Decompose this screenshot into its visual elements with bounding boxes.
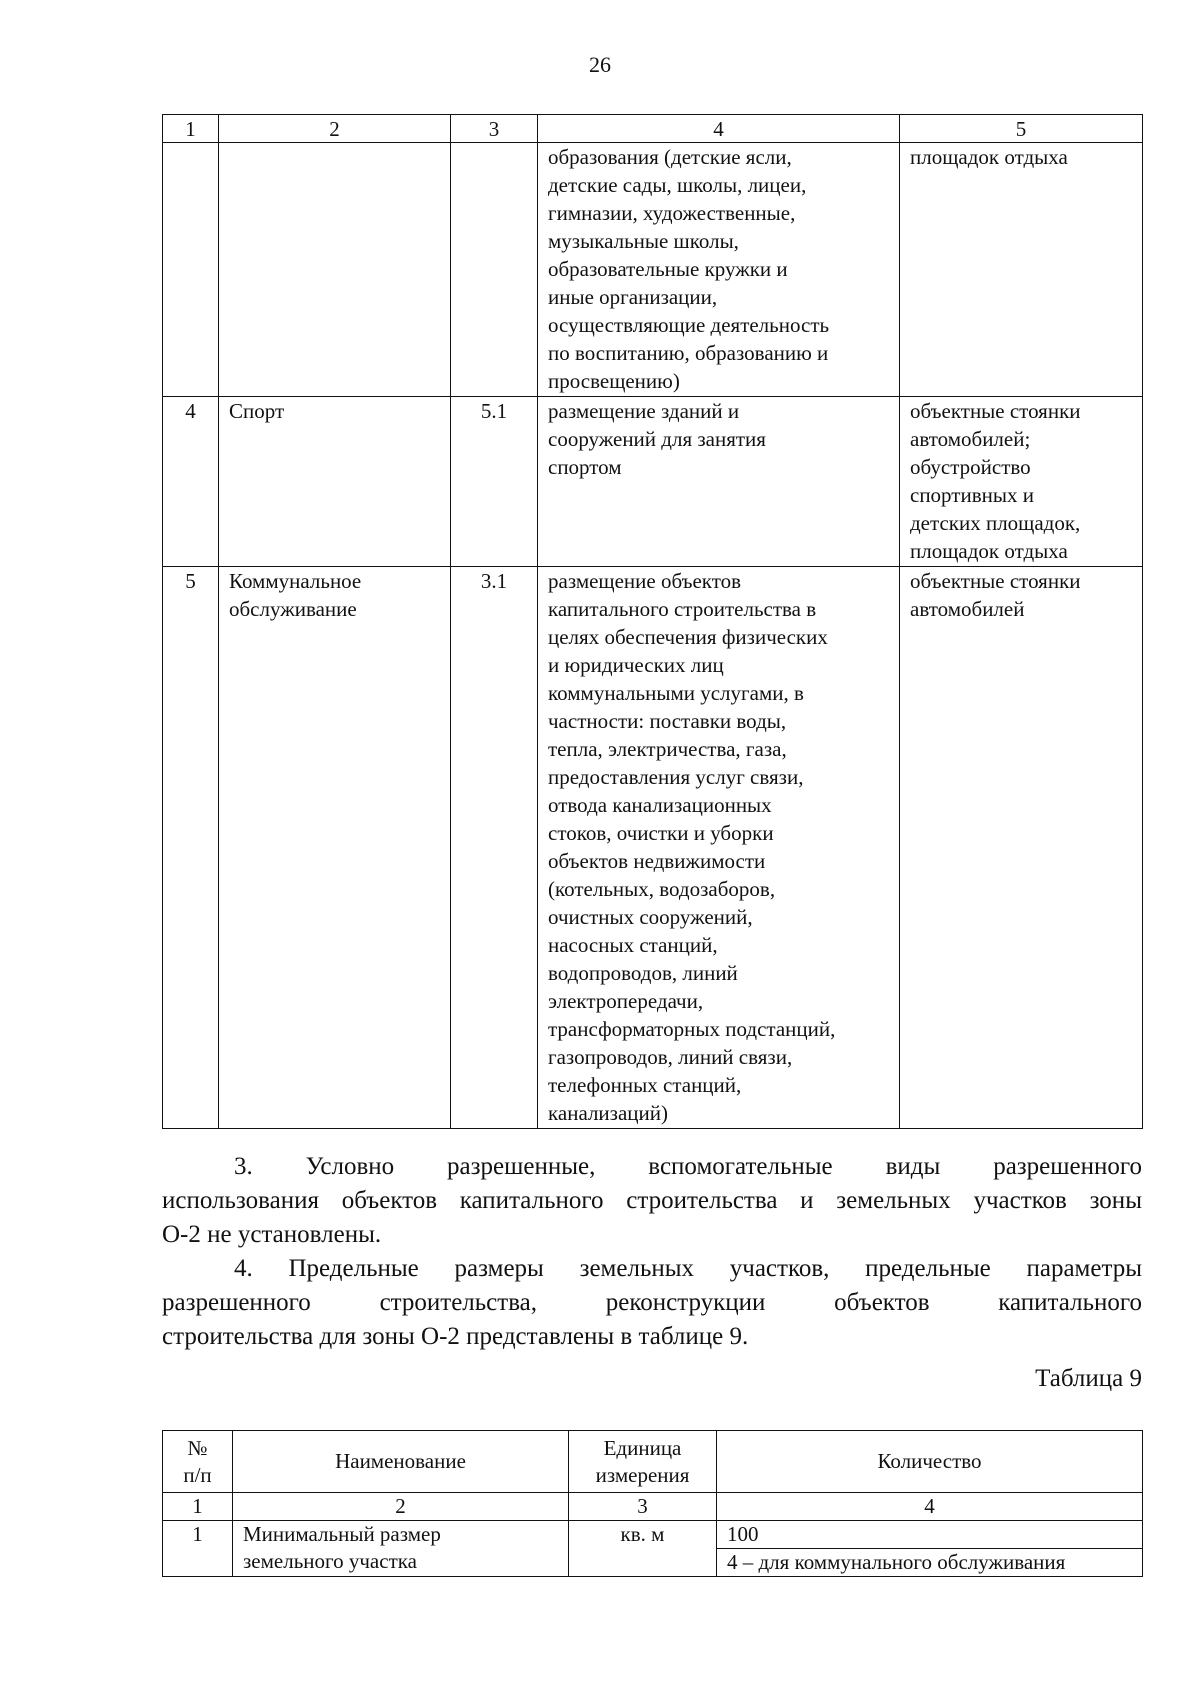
text-line: использования объектов капитального строительства и земельных участков зоны xyxy=(162,1187,1142,1214)
text-line: Коммунальное xyxy=(229,569,362,593)
paragraph-4 xyxy=(162,1252,1142,1354)
row-number xyxy=(163,143,219,397)
auxiliary-uses xyxy=(900,143,1143,397)
auxiliary-uses xyxy=(900,397,1143,567)
text-line: сооружений для занятия xyxy=(548,427,766,451)
text-line: обслуживание xyxy=(229,597,357,621)
index-row xyxy=(163,1493,1143,1521)
limits-table xyxy=(162,1430,1143,1577)
text-line: Спорт xyxy=(229,399,285,423)
text-line: площадок отдыха xyxy=(910,145,1068,169)
text-line: тепла, электричества, газа, xyxy=(548,737,787,761)
text-line: телефонных станций, xyxy=(548,1073,742,1097)
auxiliary-uses xyxy=(900,567,1143,1129)
text-line: п/п xyxy=(183,1462,212,1487)
text-line: автомобилей; xyxy=(910,427,1031,451)
text-line: предоставления услуг связи, xyxy=(548,765,804,789)
text-line: коммунальными услугами, в xyxy=(548,681,804,705)
text-line: газопроводов, линий связи, xyxy=(548,1045,793,1069)
text-line: размещение зданий и xyxy=(548,399,740,423)
index-cell: 1 xyxy=(163,1493,233,1521)
text-line: спортивных и xyxy=(910,483,1034,507)
text-line: насосных станций, xyxy=(548,933,718,957)
row-number: 5 xyxy=(163,567,219,1129)
page-number: 26 xyxy=(589,52,611,77)
text-line: частности: поставки воды, xyxy=(548,709,787,733)
header-qty: Количество xyxy=(717,1431,1143,1493)
parameter-value: 100 xyxy=(717,1521,1143,1549)
parameter-name xyxy=(233,1521,569,1577)
text-line: образовательные кружки и xyxy=(548,257,788,281)
header-cell: 1 xyxy=(163,115,219,143)
header-name: Наименование xyxy=(233,1431,569,1493)
text-line: обустройство xyxy=(910,455,1031,479)
text-line: автомобилей xyxy=(910,597,1025,621)
use-type-code: 3.1 xyxy=(451,567,538,1129)
text-line: строительства для зоны О-2 представлены в таблице 9. xyxy=(162,1323,749,1350)
text-line: объектов недвижимости xyxy=(548,849,766,873)
use-description xyxy=(538,567,900,1129)
text-line: и юридических лиц xyxy=(548,653,724,677)
text-line: музыкальные школы, xyxy=(548,229,739,253)
index-cell: 3 xyxy=(569,1493,717,1521)
parameter-value: 4 – для коммунального обслуживания xyxy=(717,1549,1143,1577)
row-number: 4 xyxy=(163,397,219,567)
table-row xyxy=(163,143,1143,397)
text-line: площадок отдыха xyxy=(910,539,1068,563)
text-line: 3. Условно разрешенные, вспомогательные виды разрешенного xyxy=(234,1153,1142,1180)
use-description xyxy=(538,397,900,567)
text-line: 4. Предельные размеры земельных участков, предельные параметры xyxy=(234,1255,1142,1282)
text-line: образования (детские ясли, xyxy=(548,145,792,169)
text-line: № xyxy=(187,1435,208,1460)
table-header-row xyxy=(163,115,1143,143)
text-line: канализаций) xyxy=(548,1101,668,1125)
paragraph-3 xyxy=(162,1150,1142,1252)
text-line: целях обеспечения физических xyxy=(548,625,828,649)
table-header-row xyxy=(163,1431,1143,1493)
table-row xyxy=(163,567,1143,1129)
text-line: спортом xyxy=(548,455,622,479)
land-use-table xyxy=(162,114,1143,1129)
text-line: размещение объектов xyxy=(548,569,742,593)
text-line: трансформаторных подстанций, xyxy=(548,1017,836,1041)
parameter-unit: кв. м xyxy=(569,1521,717,1577)
table-caption: Таблица 9 xyxy=(1035,1365,1142,1392)
text-line: земельного участка xyxy=(243,1549,417,1573)
text-line: Единица xyxy=(603,1435,682,1460)
table-row xyxy=(163,1521,1143,1549)
text-line: гимназии, художественные, xyxy=(548,201,796,225)
text-line: разрешенного строительства, реконструкции объектов капитального xyxy=(162,1289,1142,1316)
index-cell: 2 xyxy=(233,1493,569,1521)
text-line: детские сады, школы, лицеи, xyxy=(548,173,807,197)
text-line: капитального строительства в xyxy=(548,597,817,621)
header-cell: 2 xyxy=(219,115,451,143)
use-type-code xyxy=(451,143,538,397)
text-line: Минимальный размер xyxy=(243,1522,441,1546)
text-line: водопроводов, линий xyxy=(548,961,738,985)
use-type-name xyxy=(219,143,451,397)
text-line: отвода канализационных xyxy=(548,793,772,817)
index-cell: 4 xyxy=(717,1493,1143,1521)
text-line: осуществляющие деятельность xyxy=(548,313,830,337)
text-line: объектные стоянки xyxy=(910,569,1081,593)
row-number: 1 xyxy=(163,1521,233,1577)
text-line: очистных сооружений, xyxy=(548,905,753,929)
text-line: О-2 не установлены. xyxy=(162,1221,382,1248)
table-row xyxy=(163,397,1143,567)
text-line: иные организации, xyxy=(548,285,718,309)
text-line: объектные стоянки xyxy=(910,399,1081,423)
text-line: просвещению) xyxy=(548,369,680,393)
header-cell: 4 xyxy=(538,115,900,143)
text-line: детских площадок, xyxy=(910,511,1081,535)
text-line: электропередачи, xyxy=(548,989,704,1013)
text-line: (котельных, водозаборов, xyxy=(548,877,776,901)
text-line: измерения xyxy=(595,1462,690,1487)
text-line: по воспитанию, образованию и xyxy=(548,341,829,365)
use-description xyxy=(538,143,900,397)
use-type-name xyxy=(219,567,451,1129)
header-unit xyxy=(569,1431,717,1493)
header-cell: 5 xyxy=(900,115,1143,143)
header-cell: 3 xyxy=(451,115,538,143)
use-type-code: 5.1 xyxy=(451,397,538,567)
use-type-name xyxy=(219,397,451,567)
text-line: стоков, очистки и уборки xyxy=(548,821,774,845)
header-num xyxy=(163,1431,233,1493)
